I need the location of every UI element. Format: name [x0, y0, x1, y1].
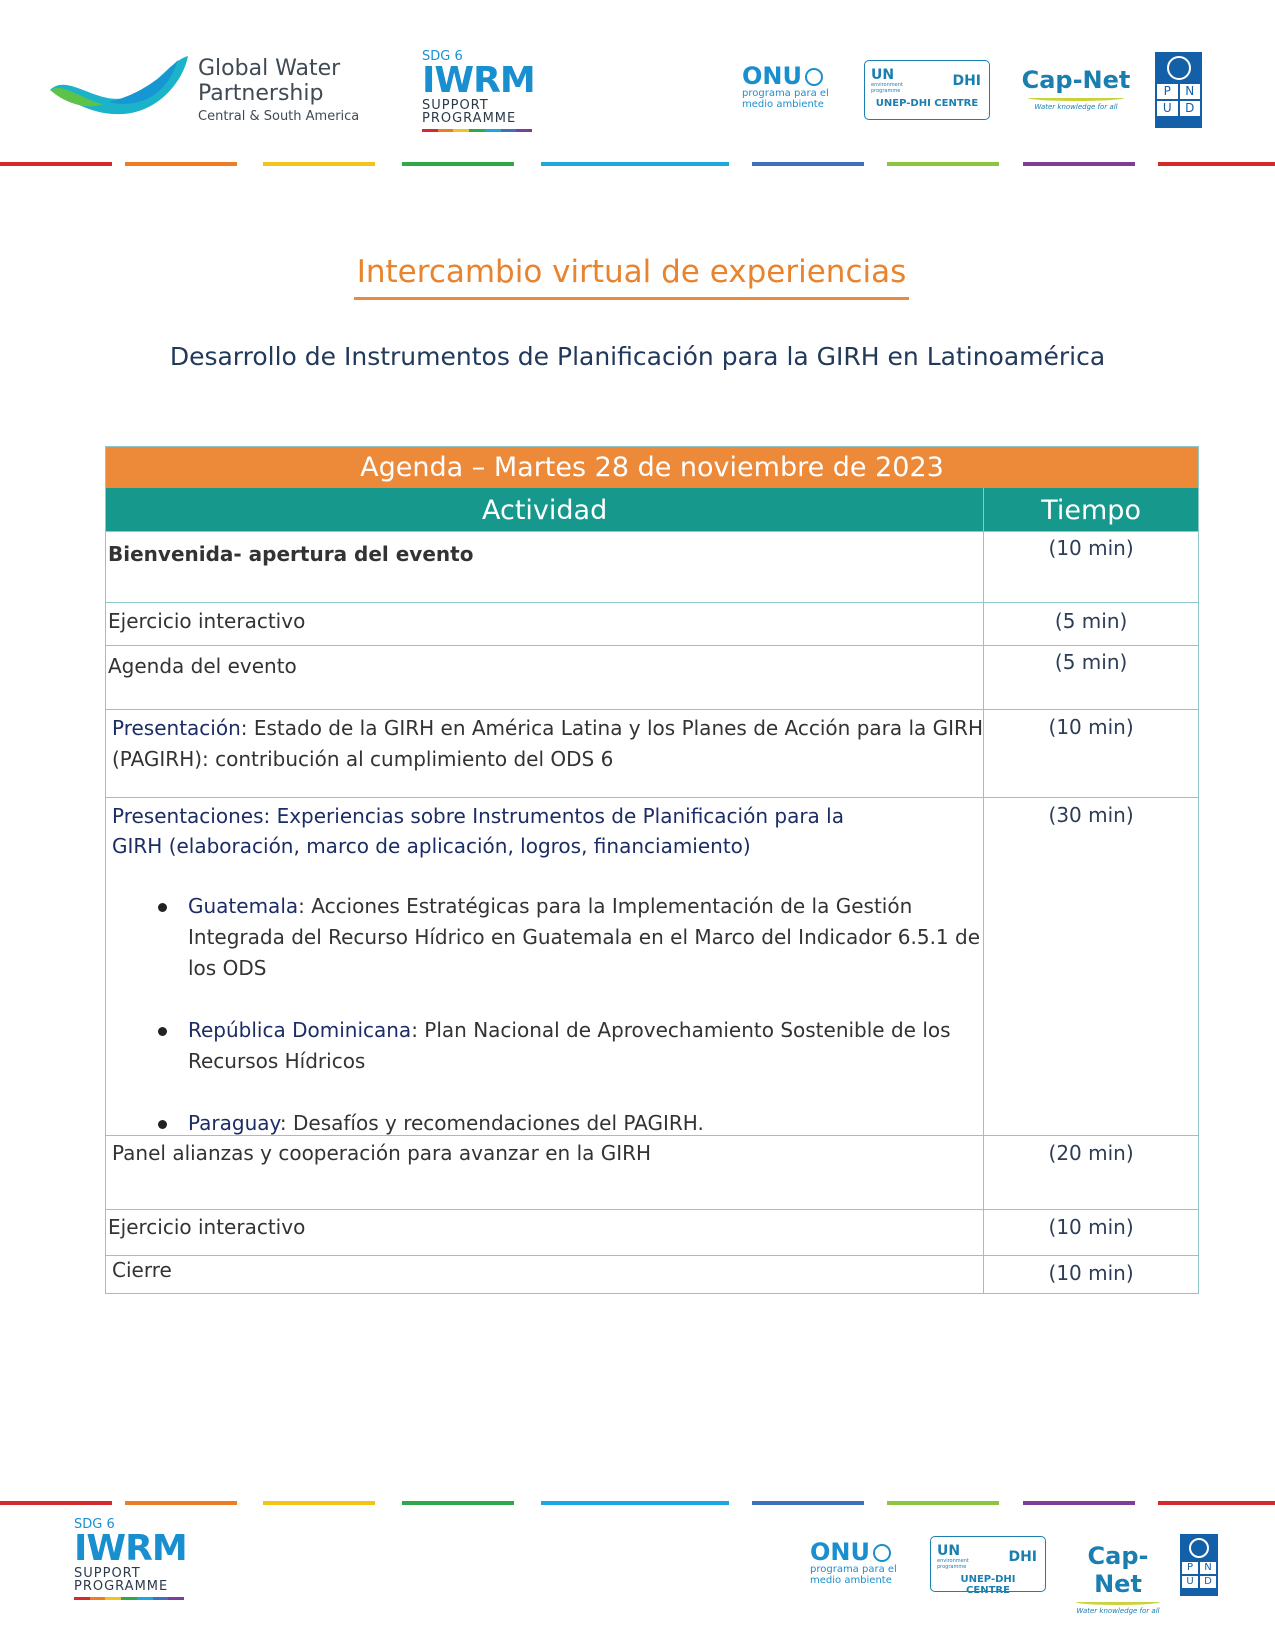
item-text: : Acciones Estratégicas para la Implementación de la Gestión Integrada del Recurso Hídrico en Guatemala en el Marco del Indicador 6.5.1 de los ODS [188, 894, 981, 980]
pnud-letter: P [1182, 1562, 1198, 1574]
presentations-list [158, 891, 983, 1139]
iwrm-color-bar [422, 129, 532, 132]
list-item [158, 1108, 983, 1139]
capnet-tagline: Water knowledge for all [1076, 1607, 1160, 1615]
presentation-text: : Estado de la GIRH en América Latina y los Planes de Acción para la GIRH (PAGIRH): contribución al cumplimiento del ODS 6 [112, 716, 983, 771]
iwrm-programme: PROGRAMME [74, 1579, 169, 1594]
capnet-logo [1020, 66, 1132, 111]
capnet-name: Cap-Net [1087, 1542, 1149, 1598]
agenda-row [106, 709, 1198, 797]
pnud-letter: P [1157, 84, 1178, 99]
pnud-letter: D [1180, 101, 1201, 116]
event-title: Intercambio virtual de experiencias [356, 254, 907, 290]
agenda-row [106, 1255, 1198, 1293]
agenda-row [106, 645, 1198, 709]
title-underline [354, 297, 909, 300]
time-cell: (5 min) [1054, 650, 1128, 674]
column-activity: Actividad [106, 488, 984, 531]
activity-cell [106, 798, 984, 1135]
pnud-letter: U [1182, 1576, 1198, 1588]
iwrm-programme: PROGRAMME [422, 111, 517, 126]
onu-line1: programa para el [742, 88, 829, 100]
undhi-centre: UNEP-DHI CENTRE [875, 98, 979, 109]
country-name: República Dominicana [188, 1018, 412, 1042]
iwrm-title: IWRM [422, 60, 535, 101]
pnud-letter: D [1200, 1576, 1216, 1588]
undhi-dhi: DHI [1008, 1549, 1037, 1565]
country-name: Paraguay [188, 1111, 280, 1135]
time-cell: (30 min) [1048, 803, 1134, 827]
capnet-logo-footer [1068, 1542, 1168, 1615]
un-emblem-icon [1189, 1538, 1209, 1558]
gwp-region: Central & South America [198, 109, 360, 124]
gwp-name-line2: Partnership [198, 81, 324, 106]
unep-dhi-logo [864, 60, 990, 120]
agenda-column-headers [106, 488, 1198, 531]
gwp-wave-icon [48, 52, 198, 122]
un-emblem-icon [1167, 56, 1191, 80]
iwrm-logo [422, 49, 535, 132]
gwp-name-line1: Global Water [198, 56, 341, 81]
list-item [158, 891, 983, 984]
time-cell: (5 min) [1054, 609, 1128, 633]
event-subtitle: Desarrollo de Instrumentos de Planificación para la GIRH en Latinoamérica [169, 342, 1106, 371]
agenda-heading: Agenda – Martes 28 de noviembre de 2023 [106, 447, 1198, 488]
time-cell: (10 min) [1048, 715, 1134, 739]
agenda-row [106, 602, 1198, 645]
time-cell: (20 min) [1048, 1141, 1134, 1165]
activity-cell [106, 710, 984, 797]
agenda-table [105, 446, 1199, 1294]
onu-line2: medio ambiente [742, 98, 824, 110]
time-cell: (10 min) [1048, 1215, 1134, 1239]
pnud-letter: N [1180, 84, 1201, 99]
pnud-logo [1155, 52, 1202, 128]
iwrm-support: SUPPORT [422, 98, 489, 113]
activity-cell: Ejercicio interactivo [106, 603, 984, 645]
country-name: Guatemala [188, 894, 299, 918]
iwrm-sdg: SDG 6 [74, 1517, 115, 1532]
onu-name: ONU [810, 1538, 870, 1566]
gwp-logo [48, 52, 368, 132]
agenda-row [106, 1135, 1198, 1209]
presentation-label: Presentación [112, 716, 241, 740]
undhi-centre: UNEP-DHI CENTRE [960, 1574, 1016, 1596]
pnud-letter: U [1157, 101, 1178, 116]
un-emblem-icon [805, 68, 823, 86]
iwrm-logo-footer [74, 1517, 187, 1600]
capnet-name: Cap-Net [1021, 66, 1131, 94]
activity-cell: Ejercicio interactivo [106, 1210, 984, 1255]
iwrm-sdg: SDG 6 [422, 49, 463, 64]
undhi-ep1: environment [871, 82, 903, 88]
un-emblem-icon [873, 1544, 891, 1562]
column-time: Tiempo [1041, 495, 1141, 526]
undhi-ep1: environment [937, 1558, 969, 1564]
undhi-un: UN [871, 67, 895, 83]
capnet-tagline: Water knowledge for all [1034, 103, 1118, 111]
activity-cell: Agenda del evento [106, 646, 984, 709]
onu-logo [742, 64, 842, 110]
unep-dhi-logo-footer [930, 1536, 1046, 1596]
item-text: : Plan Nacional de Aprovechamiento Sostenible de los Recursos Hídricos [188, 1018, 951, 1073]
time-cell: (10 min) [1048, 536, 1134, 560]
onu-line1: programa para el [810, 1564, 897, 1576]
agenda-row [106, 1209, 1198, 1255]
iwrm-title: IWRM [74, 1528, 187, 1569]
list-item [158, 1015, 983, 1077]
undhi-ep2: programme [937, 1563, 967, 1570]
undhi-ep2: programme [871, 87, 901, 94]
capnet-swoosh-icon [1028, 95, 1124, 101]
onu-logo-footer [810, 1540, 910, 1586]
activity-cell: Bienvenida- apertura del evento [106, 532, 984, 602]
agenda-row [106, 797, 1198, 1135]
undhi-un: UN [937, 1543, 961, 1559]
agenda-row [106, 531, 1198, 602]
item-text: : Desafíos y recomendaciones del PAGIRH. [279, 1111, 704, 1135]
time-cell: (10 min) [1048, 1261, 1134, 1285]
activity-cell: Panel alianzas y cooperación para avanzar en la GIRH [106, 1136, 984, 1209]
onu-name: ONU [742, 62, 802, 90]
iwrm-color-bar [74, 1597, 184, 1600]
activity-cell: Cierre [106, 1256, 984, 1293]
iwrm-support: SUPPORT [74, 1566, 141, 1581]
onu-line2: medio ambiente [810, 1574, 892, 1586]
capnet-swoosh-icon [1076, 1599, 1160, 1605]
top-color-stripe [0, 162, 1275, 166]
pnud-letter: N [1200, 1562, 1216, 1574]
undhi-dhi: DHI [952, 73, 981, 89]
bottom-color-stripe [0, 1501, 1275, 1505]
pnud-logo-footer [1180, 1534, 1218, 1596]
presentations-heading: Presentaciones: Experiencias sobre Instrumentos de Planificación para la GIRH (elaboración, marco de aplicación, logros, financiamiento) [112, 804, 844, 858]
